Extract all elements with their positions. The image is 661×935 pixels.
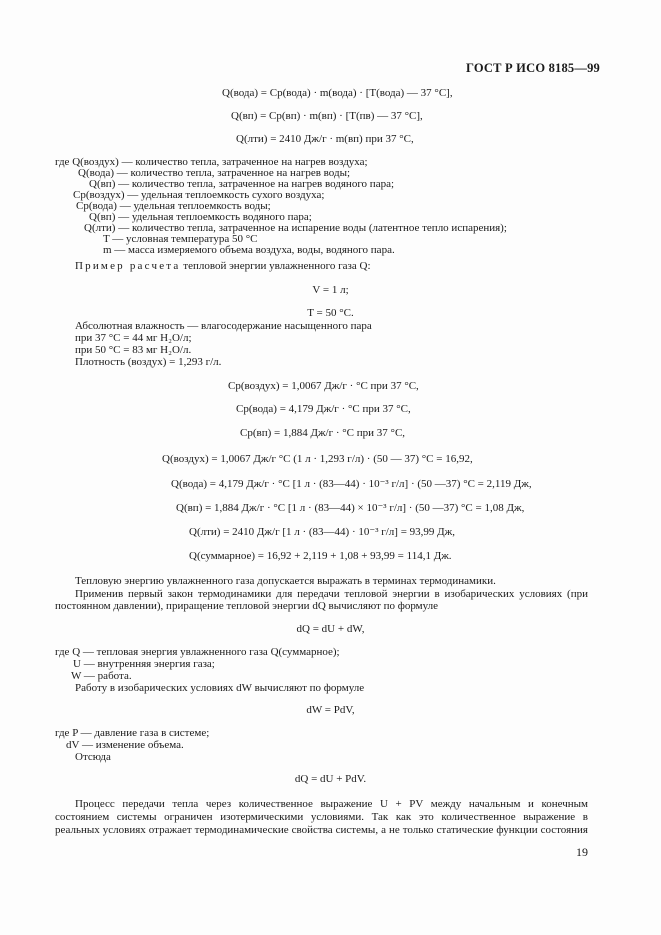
document-code-header: ГОСТ Р ИСО 8185—99 xyxy=(466,61,600,75)
paragraph-line: Применив первый закон термодинамики для передачи тепловой энергии в изобарических условиях (при xyxy=(75,588,588,600)
formula-q-vapor: Q(вп) = Cp(вп) · m(вп) · [T(пв) — 37 °C], xyxy=(231,110,423,122)
definition-line: T — условная температура 50 °С xyxy=(103,233,258,245)
definition-line: где Q(воздух) — количество тепла, затраченное на нагрев воздуха; xyxy=(55,156,368,168)
given-temperature: T = 50 °С. xyxy=(307,307,354,319)
calc-line: Cp(вода) = 4,179 Дж/г · °С при 37 °С, xyxy=(236,403,411,415)
calc-line: Q(лти) = 2410 Дж/г [1 л · (83—44) · 10⁻³ г/л] = 93,99 Дж, xyxy=(189,526,456,538)
definition-line: Q(вп) — удельная теплоемкость водяного пара; xyxy=(89,211,312,223)
definition-line: где Q — тепловая энергия увлажненного газа Q(суммарное); xyxy=(55,646,340,658)
formula-q-water: Q(вода) = Cp(вода) · m(вода) · [T(вода) — 37 °C], xyxy=(222,87,453,99)
paragraph-line: Работу в изобарических условиях dW вычисляют по формуле xyxy=(75,682,365,694)
definition-line: dV — изменение объема. xyxy=(66,739,184,751)
paragraph-line: реальных условиях отражает термодинамические свойства системы, а не только статические функции состояния xyxy=(55,824,588,836)
calc-line: Q(вода) = 4,179 Дж/г · °С [1 л · (83—44) · 10⁻³ г/л] · (50 —37) °С = 2,119 Дж, xyxy=(171,478,532,490)
calc-line: Q(суммарное) = 16,92 + 2,119 + 1,08 + 93,99 = 114,1 Дж. xyxy=(189,550,452,562)
definition-line: Cp(воздух) — удельная теплоемкость сухого воздуха; xyxy=(73,189,325,201)
calc-line: Cp(вп) = 1,884 Дж/г · °С при 37 °С, xyxy=(240,427,406,439)
humidity-line: при 50 °С = 83 мг H₂O/л. xyxy=(75,344,192,356)
definition-line: Q(лти) — количество тепла, затраченное на испарение воды (латентное тепло испарения); xyxy=(84,222,507,234)
definition-line: W — работа. xyxy=(71,670,132,682)
example-heading xyxy=(75,261,371,272)
humidity-line: Абсолютная влажность — влагосодержание насыщенного пара xyxy=(75,320,372,332)
paragraph-line: Процесс передачи тепла через количественное выражение U + PV между начальным и конечным xyxy=(75,798,588,810)
definition-line: U — внутренняя энергия газа; xyxy=(73,658,215,670)
paragraph-line: постоянном давлении), приращение тепловой энергии dQ вычисляют по формуле xyxy=(55,600,439,612)
definition-line: Cp(вода) — удельная теплоемкость воды; xyxy=(76,200,271,212)
paragraph-line: Тепловую энергию увлажненного газа допускается выражать в терминах термодинамики. xyxy=(75,575,496,587)
calc-line: Q(вп) = 1,884 Дж/г · °С [1 л · (83—44) × 10⁻³ г/л] · (50 —37) °С = 1,08 Дж, xyxy=(176,502,525,514)
definition-line: Q(вода) — количество тепла, затраченное на нагрев воды; xyxy=(78,167,351,179)
humidity-line: при 37 °С = 44 мг H₂O/л; xyxy=(75,332,192,344)
formula-dq: dQ = dU + dW, xyxy=(296,623,365,635)
definition-line: m — масса измеряемого объема воздуха, воды, водяного пара. xyxy=(103,244,395,256)
given-volume: V = 1 л; xyxy=(312,284,349,296)
hence-word: Отсюда xyxy=(75,751,111,763)
paragraph-line: состоянием системы ограничен изотермическими условиями. Так как это количественное выражение в xyxy=(55,811,588,823)
calc-line: Q(воздух) = 1,0067 Дж/г °С (1 л · 1,293 г/л) · (50 — 37) °С = 16,92, xyxy=(162,453,473,465)
page-number: 19 xyxy=(576,845,588,859)
calc-line: Cp(воздух) = 1,0067 Дж/г · °С при 37 °С, xyxy=(228,380,419,392)
definition-line: где P — давление газа в системе; xyxy=(55,727,210,739)
example-lead: Пример расчета xyxy=(75,260,181,272)
example-rest: тепловой энергии увлажненного газа Q: xyxy=(183,260,371,272)
formula-dw: dW = PdV, xyxy=(306,704,355,716)
density-line: Плотность (воздух) = 1,293 г/л. xyxy=(75,356,222,368)
formula-final: dQ = dU + PdV. xyxy=(294,773,367,785)
formula-q-latent: Q(лти) = 2410 Дж/г · m(вп) при 37 °C, xyxy=(236,133,414,145)
definition-line: Q(вп) — количество тепла, затраченное на нагрев водяного пара; xyxy=(89,178,395,190)
